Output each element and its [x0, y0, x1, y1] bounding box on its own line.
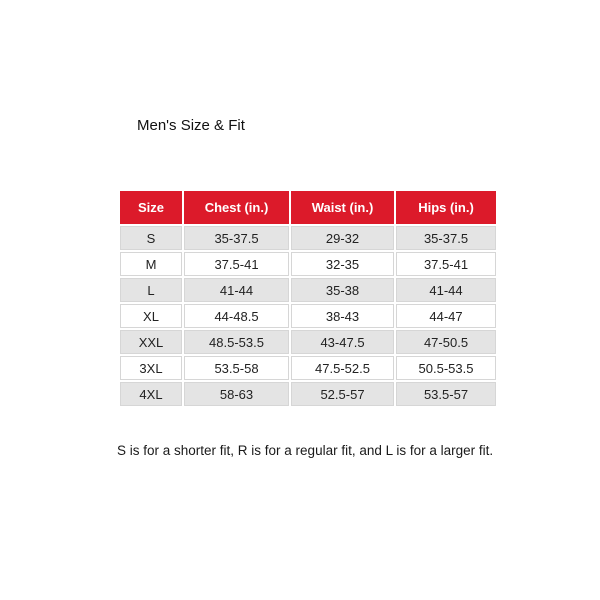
page-title: Men's Size & Fit [137, 117, 245, 134]
cell-waist: 43-47.5 [291, 330, 394, 354]
header-chest: Chest (in.) [184, 191, 289, 224]
table-row [120, 382, 496, 406]
cell-chest: 44-48.5 [184, 304, 289, 328]
cell-size: S [120, 226, 182, 250]
cell-hips: 53.5-57 [396, 382, 496, 406]
cell-size: XXL [120, 330, 182, 354]
fit-footnote: S is for a shorter fit, R is for a regular fit, and L is for a larger fit. [117, 443, 494, 458]
cell-chest: 41-44 [184, 278, 289, 302]
cell-size: 3XL [120, 356, 182, 380]
cell-chest: 48.5-53.5 [184, 330, 289, 354]
cell-waist: 32-35 [291, 252, 394, 276]
table-row [120, 304, 496, 328]
cell-waist: 38-43 [291, 304, 394, 328]
cell-size: L [120, 278, 182, 302]
cell-hips: 35-37.5 [396, 226, 496, 250]
cell-waist: 47.5-52.5 [291, 356, 394, 380]
header-size: Size [120, 191, 182, 224]
cell-chest: 35-37.5 [184, 226, 289, 250]
header-hips: Hips (in.) [396, 191, 496, 224]
table-row [120, 226, 496, 250]
table-row [120, 356, 496, 380]
cell-hips: 41-44 [396, 278, 496, 302]
cell-hips: 50.5-53.5 [396, 356, 496, 380]
table-row [120, 252, 496, 276]
table-header-row [120, 191, 496, 224]
cell-hips: 44-47 [396, 304, 496, 328]
header-waist: Waist (in.) [291, 191, 394, 224]
cell-size: 4XL [120, 382, 182, 406]
size-chart-table [118, 189, 498, 408]
cell-chest: 37.5-41 [184, 252, 289, 276]
cell-chest: 53.5-58 [184, 356, 289, 380]
table-row [120, 278, 496, 302]
cell-hips: 47-50.5 [396, 330, 496, 354]
cell-size: M [120, 252, 182, 276]
table-row [120, 330, 496, 354]
cell-waist: 29-32 [291, 226, 394, 250]
cell-waist: 35-38 [291, 278, 394, 302]
cell-waist: 52.5-57 [291, 382, 394, 406]
cell-hips: 37.5-41 [396, 252, 496, 276]
cell-chest: 58-63 [184, 382, 289, 406]
cell-size: XL [120, 304, 182, 328]
